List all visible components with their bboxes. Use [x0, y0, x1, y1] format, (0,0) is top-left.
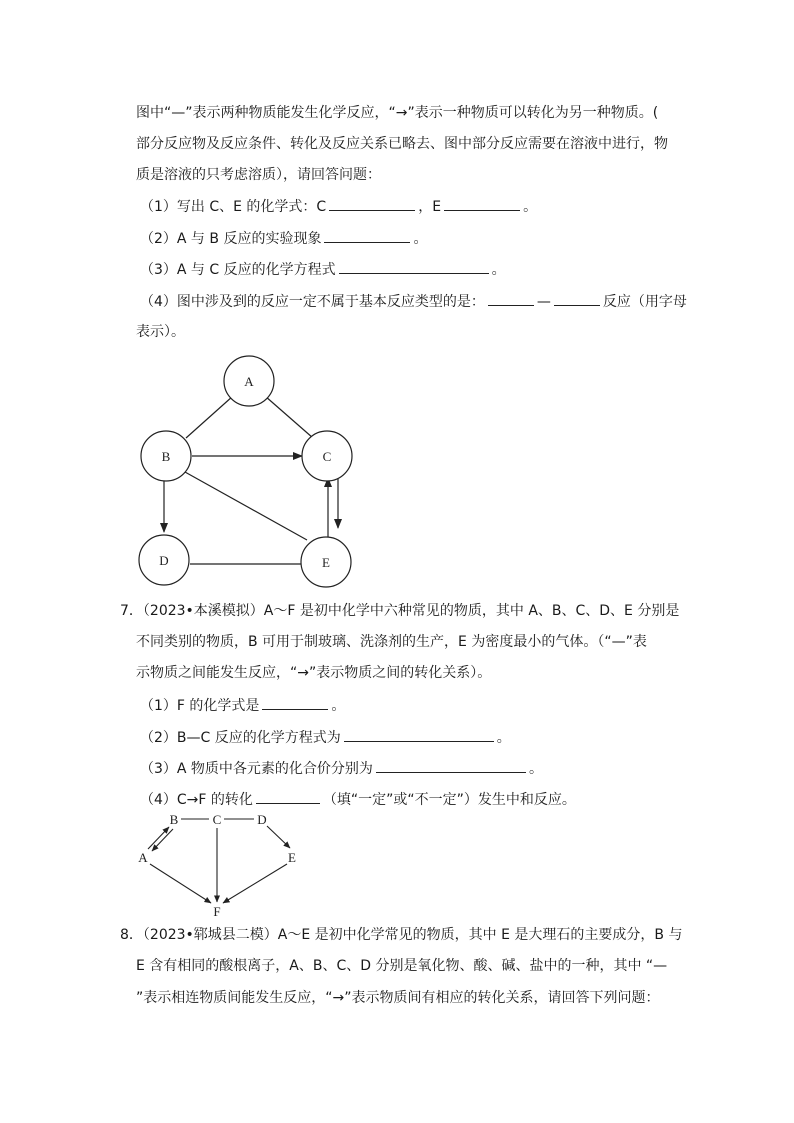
answer-blank-f-formula[interactable]: [262, 695, 328, 710]
intro-line-1: 图中“—”表示两种物质能发生化学反应，“→”表示一种物质可以转化为另一种物质。(: [136, 105, 659, 121]
q6-sub-3-text: （3）A 与 C 反应的化学方程式: [140, 262, 336, 278]
q8-line-1: 8．（2023•郓城县二模）A～E 是初中化学常见的物质，其中 E 是大理石的主要成分，B 与: [120, 927, 683, 943]
q8-line-2: E 含有相同的酸根离子，A、B、C、D 分别是氧化物、酸、碱、盐中的一种，其中 “—: [136, 958, 668, 974]
answer-blank-ac-equation[interactable]: [339, 259, 489, 274]
answer-blank-neutralization[interactable]: [256, 789, 320, 804]
q7-node-c: C: [212, 812, 222, 827]
q6-sub-4-cont: 表示）。: [136, 324, 185, 340]
q6-sub-4-dash: —: [536, 294, 551, 310]
q6-sub-2: [140, 228, 427, 249]
q7-node-f: F: [213, 904, 221, 919]
q7-line-3: 示物质之间能发生反应，“→”表示物质之间的转化关系）。: [136, 665, 492, 681]
intro-line-2: 部分反应物及反应条件、转化及反应关系已略去、图中部分反应需要在溶液中进行，物: [136, 136, 668, 152]
q7-sub-2-end: 。: [496, 730, 511, 746]
node-e-label: E: [322, 555, 330, 570]
q7-sub-4-end: （填“一定”或“不一定”）发生中和反应。: [322, 792, 576, 808]
answer-blank-reaction-2[interactable]: [554, 291, 600, 306]
q6-sub-4-mid: 反应（用字母: [602, 294, 687, 310]
q6-relation-diagram: [130, 352, 370, 592]
q6-sub-4: [140, 291, 687, 312]
node-b-label: B: [161, 449, 171, 464]
q7-relation-diagram: [130, 808, 320, 920]
edge-b-e: [185, 472, 307, 540]
edge-a-b: [186, 396, 233, 438]
node-c-label: C: [322, 449, 332, 464]
node-a-label: A: [244, 374, 254, 389]
answer-blank-bc-equation[interactable]: [344, 727, 494, 742]
arrow-a-to-b: [148, 827, 169, 849]
q7-node-e: E: [288, 850, 296, 865]
q8-line-3: ”表示相连物质间能发生反应，“→”表示物质间有相应的转化关系，请回答下列问题：: [136, 990, 660, 1006]
q6-sub-1-mid: ，E: [418, 199, 442, 215]
q6-sub-4-text: （4）图中涉及到的反应一定不属于基本反应类型的是：: [140, 294, 485, 310]
q7-sub-1-text: （1）F 的化学式是: [140, 698, 260, 714]
q7-sub-3-text: （3）A 物质中各元素的化合价分别为: [140, 761, 373, 777]
q7-line-2: 不同类别的物质，B 可用于制玻璃、洗涤剂的生产，E 为密度最小的气体。（“—”表: [136, 634, 647, 650]
q6-sub-3-end: 。: [491, 262, 506, 278]
q7-sub-4: [140, 789, 576, 810]
q6-sub-2-end: 。: [413, 231, 428, 247]
q7-line-1: 7．（2023•本溪模拟）A～F 是初中化学中六种常见的物质，其中 A、B、C、D、E 分别是: [120, 603, 680, 619]
answer-blank-valence[interactable]: [376, 758, 526, 773]
edge-a-c: [265, 396, 313, 438]
q6-sub-1: [140, 196, 537, 217]
q6-sub-2-text: （2）A 与 B 反应的实验现象: [140, 231, 322, 247]
answer-blank-e[interactable]: [444, 196, 520, 211]
q6-sub-1-end: 。: [523, 199, 538, 215]
q7-node-a: A: [138, 850, 148, 865]
q7-sub-2-text: （2）B—C 反应的化学方程式为: [140, 730, 341, 746]
q6-sub-3: [140, 259, 506, 280]
q7-sub-3-end: 。: [528, 761, 543, 777]
answer-blank-ab-phenomenon[interactable]: [324, 228, 410, 243]
q7-node-b: B: [169, 812, 179, 827]
q7-sub-1: [140, 695, 345, 716]
q6-sub-1-text: （1）写出 C、E 的化学式：C: [140, 199, 327, 215]
q7-node-d: D: [257, 812, 267, 827]
q7-sub-2: [140, 727, 511, 748]
arrow-a-to-f: [150, 864, 211, 903]
intro-line-3: 质是溶液的只考虑溶质），请回答问题：: [136, 167, 381, 183]
arrow-e-to-f: [223, 864, 287, 903]
arrow-d-to-e: [267, 826, 290, 848]
q7-sub-4-text: （4）C→F 的转化: [140, 792, 253, 808]
arrow-b-to-a: [152, 829, 173, 851]
answer-blank-c[interactable]: [329, 196, 415, 211]
answer-blank-reaction-1[interactable]: [488, 291, 534, 306]
q7-sub-1-end: 。: [331, 698, 346, 714]
node-d-label: D: [159, 553, 169, 568]
q7-sub-3: [140, 758, 543, 779]
